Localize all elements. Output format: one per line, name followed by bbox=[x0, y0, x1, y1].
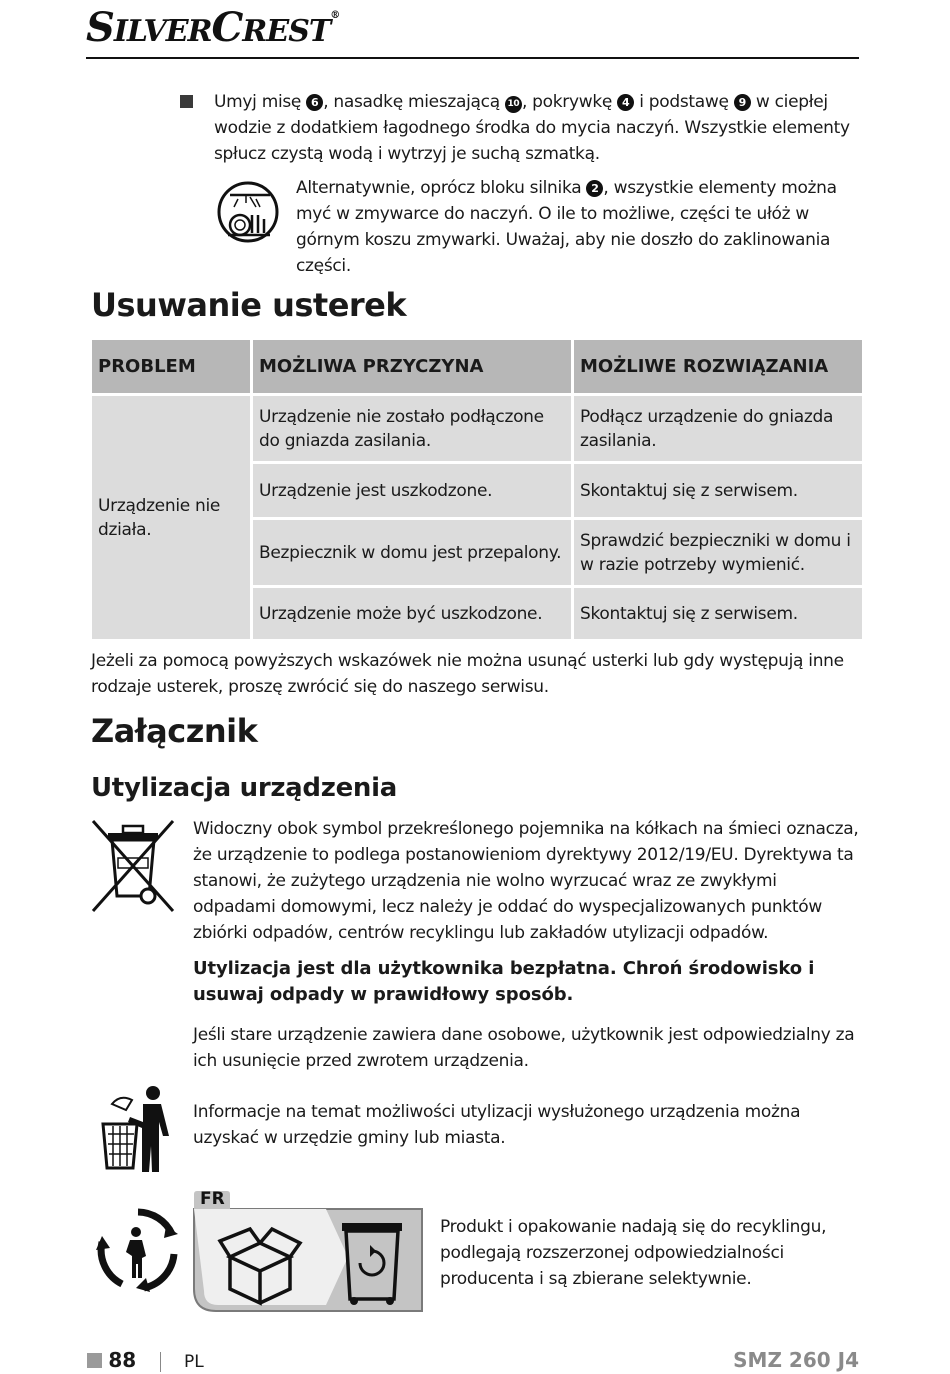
footer-divider bbox=[160, 1352, 161, 1372]
part-number-badge: 4 bbox=[617, 94, 634, 111]
cleaning-paragraph: Umyj misę 6 , nasadkę mieszającą 10 , pokrywkę 4 i podstawę 9 w ciepłej wodzie z dodatkiem łagodnego środka do mycia naczyń. Wszystkie elementy spłucz czystą wodą i wytrzyj je suchą szmatką. bbox=[214, 92, 850, 164]
table-header-row bbox=[91, 339, 864, 395]
header-problem: PROBLEM bbox=[91, 339, 252, 395]
solution-cell: Skontaktuj się z serwisem. bbox=[573, 587, 864, 641]
part-number-badge: 10 bbox=[505, 96, 522, 113]
dishwasher-paragraph: Alternatywnie, oprócz bloku silnika 2 , wszystkie elementy można myć w zmywarce do naczyń. O ile to możliwe, części te ułóż w górnym koszu zmywarki. Uważaj, aby nie doszło do zaklinowania części. bbox=[296, 178, 837, 276]
model-number: SMZ 260 J4 bbox=[733, 1348, 859, 1372]
header-solution: MOŻLIWE ROZWIĄZANIA bbox=[573, 339, 864, 395]
appendix-title: Załącznik bbox=[91, 712, 258, 750]
bullet-square bbox=[180, 95, 193, 108]
troubleshooting-note: Jeżeli za pomocą powyższych wskazówek nie można usunąć usterki lub gdy występują inne rodzaje usterek, proszę zwrócić się do naszego serwisu. bbox=[91, 651, 844, 697]
triman-sorting-info bbox=[190, 1189, 428, 1317]
disposal-free-notice: Utylizacja jest dla użytkownika bezpłatna. Chroń środowisko i usuwaj odpady w prawidłowy sposób. bbox=[193, 958, 815, 1005]
part-number-badge: 2 bbox=[586, 180, 603, 197]
header-rule bbox=[86, 57, 859, 59]
disposal-title: Utylizacja urządzenia bbox=[91, 773, 397, 803]
triman-badge: FR bbox=[200, 1189, 225, 1209]
part-number-badge: 6 bbox=[306, 94, 323, 111]
tidyman-icon bbox=[98, 1084, 176, 1176]
troubleshooting-title: Usuwanie usterek bbox=[91, 286, 407, 324]
crossed-bin-icon bbox=[90, 818, 176, 914]
page-marker-square bbox=[87, 1353, 102, 1368]
cause-cell: Urządzenie jest uszkodzone. bbox=[252, 463, 573, 519]
dishwasher-icon bbox=[216, 181, 280, 243]
language-code: PL bbox=[184, 1352, 204, 1372]
page-number: 88 bbox=[87, 1348, 136, 1372]
header-cause: MOŻLIWA PRZYCZYNA bbox=[252, 339, 573, 395]
cause-cell: Bezpiecznik w domu jest przepalony. bbox=[252, 519, 573, 587]
cause-cell: Urządzenie może być uszkodzone. bbox=[252, 587, 573, 641]
information-paragraph: Informacje na temat możliwości utylizacji wysłużonego urządzenia można uzyskać w urzędzie gminy lub miasta. bbox=[193, 1102, 801, 1148]
triman-icon bbox=[94, 1206, 182, 1294]
part-number-badge: 9 bbox=[734, 94, 751, 111]
solution-cell: Sprawdzić bezpieczniki w domu i w razie potrzeby wymienić. bbox=[573, 519, 864, 587]
brand-logo: SILVERCREST® bbox=[86, 4, 340, 51]
personal-data-paragraph: Jeśli stare urządzenie zawiera dane osobowe, użytkownik jest odpowiedzialny za ich usunięcie przed zwrotem urządzenia. bbox=[193, 1025, 855, 1071]
disposal-paragraph: Widoczny obok symbol przekreślonego pojemnika na kółkach na śmieci oznacza, że urządzenie to podlega postanowieniom dyrektywy 2012/19/EU. Dyrektywa ta stanowi, że zużytego urządzenia nie wolno wyrzucać wraz ze zwykłymi odpadami domowymi, lecz należy je oddać do wyspecjalizowanych punktów zbiórki odpadów, centrów recyklingu lub zakładów utylizacji odpadów. bbox=[193, 819, 859, 943]
troubleshooting-table bbox=[89, 337, 865, 642]
cause-cell: Urządzenie nie zostało podłączone do gniazda zasilania. bbox=[252, 395, 573, 463]
problem-cell: Urządzenie nie działa. bbox=[91, 395, 252, 641]
table-row bbox=[91, 395, 864, 463]
solution-cell: Skontaktuj się z serwisem. bbox=[573, 463, 864, 519]
recycling-paragraph: Produkt i opakowanie nadają się do recyklingu, podlegają rozszerzonej odpowiedzialności producenta i są zbierane selektywnie. bbox=[440, 1217, 827, 1289]
solution-cell: Podłącz urządzenie do gniazda zasilania. bbox=[573, 395, 864, 463]
